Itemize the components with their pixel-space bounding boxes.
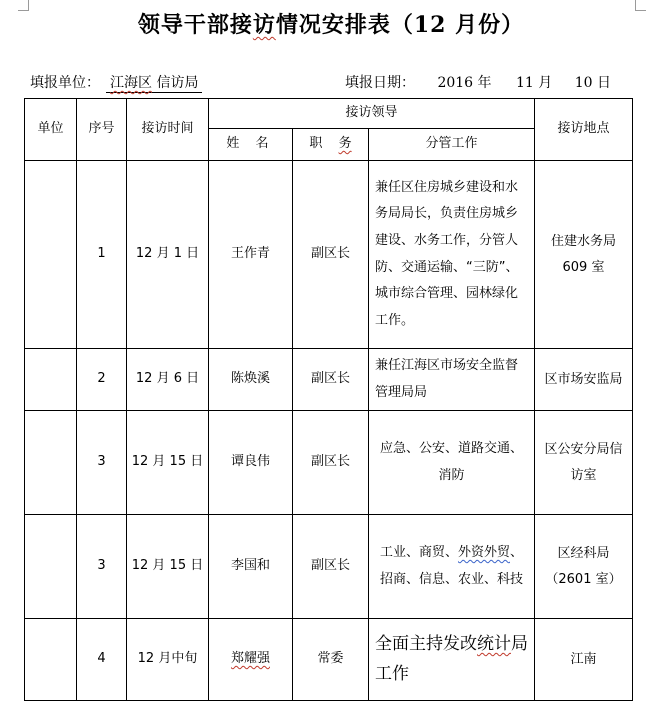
title-squiggle-char: 访	[252, 12, 276, 38]
table-row	[25, 411, 633, 515]
date-label: 填报日期：	[345, 75, 415, 91]
row-duty-part3: 局工作	[375, 633, 528, 684]
date-day: 10 日	[574, 75, 611, 91]
date-year: 2016 年	[437, 75, 492, 91]
row-position: 副区长	[293, 411, 369, 515]
row-time: 12 月 15 日	[127, 515, 209, 619]
row-seq: 3	[77, 411, 127, 515]
header-row-1	[25, 99, 633, 129]
row-name: 李国和	[209, 515, 293, 619]
row-time: 12 月 6 日	[127, 349, 209, 411]
row-duty	[369, 619, 535, 701]
row-name: 王作青	[209, 161, 293, 349]
row-unit	[25, 411, 77, 515]
row-duty: 兼任区住房城乡建设和水务局局长，负责住房城乡建设、水务工作，分管人防、交通运输、“三防”、城市综合管理、园林绿化工作。	[369, 161, 535, 349]
row-location-line2: （2601 室）	[545, 571, 622, 587]
header-leader-group: 接访领导	[209, 99, 535, 129]
row-location	[535, 515, 633, 619]
header-position	[293, 129, 369, 161]
table-row	[25, 161, 633, 349]
unit-value-rest: 信访局	[152, 75, 199, 91]
unit-value	[106, 72, 202, 93]
row-unit	[25, 619, 77, 701]
row-position: 副区长	[293, 349, 369, 411]
table-row	[25, 515, 633, 619]
document-title	[0, 8, 662, 39]
header-seq: 序号	[77, 99, 127, 161]
row-duty	[369, 515, 535, 619]
row-time: 12 月 1 日	[127, 161, 209, 349]
row-duty-part2: 外资外贸	[457, 544, 510, 560]
header-position-b: 务	[338, 136, 352, 152]
unit-label: 填报单位：	[30, 75, 100, 91]
row-seq: 3	[77, 515, 127, 619]
row-position: 常委	[293, 619, 369, 701]
title-suffix: 情况安排表（12 月份）	[275, 12, 525, 38]
row-seq: 4	[77, 619, 127, 701]
header-position-a: 职	[309, 136, 339, 152]
header-duty: 分管工作	[369, 129, 535, 161]
row-location-line1: 区经科局	[557, 545, 610, 561]
row-time: 12 月中旬	[127, 619, 209, 701]
row-unit	[25, 161, 77, 349]
header-location: 接访地点	[535, 99, 633, 161]
header-time: 接访时间	[127, 99, 209, 161]
table-row	[25, 349, 633, 411]
row-seq: 2	[77, 349, 127, 411]
row-location: 区公安分局信访室	[535, 411, 633, 515]
row-duty: 兼任江海区市场安全监督管理局局	[369, 349, 535, 411]
row-duty-part1: 全面主持发改	[375, 633, 477, 654]
row-location: 区市场安监局	[535, 349, 633, 411]
header-name: 姓 名	[209, 129, 293, 161]
row-unit	[25, 349, 77, 411]
row-unit	[25, 515, 77, 619]
row-seq: 1	[77, 161, 127, 349]
row-name: 谭良伟	[209, 411, 293, 515]
date-month: 11 月	[516, 75, 553, 91]
row-position: 副区长	[293, 515, 369, 619]
reception-schedule-table	[24, 98, 633, 701]
row-time: 12 月 15 日	[127, 411, 209, 515]
table-row	[25, 619, 633, 701]
row-location: 住建水务局 609 室	[535, 161, 633, 349]
row-duty: 应急、公安、道路交通、消防	[369, 411, 535, 515]
filing-date	[345, 72, 611, 92]
row-duty-part2: 统计	[477, 633, 511, 654]
title-prefix: 领导干部接	[137, 12, 253, 38]
header-unit: 单位	[25, 99, 77, 161]
row-name	[209, 619, 293, 701]
row-location: 江南	[535, 619, 633, 701]
row-name: 陈焕溪	[209, 349, 293, 411]
row-name-text: 郑耀强	[230, 651, 270, 667]
unit-value-underlined: 江海区	[110, 75, 152, 91]
row-position: 副区长	[293, 161, 369, 349]
row-duty-part3: 、招商、信息、农业、科技	[379, 544, 524, 587]
filing-unit	[30, 72, 202, 93]
row-duty-part1: 工业、商贸、	[379, 544, 458, 560]
